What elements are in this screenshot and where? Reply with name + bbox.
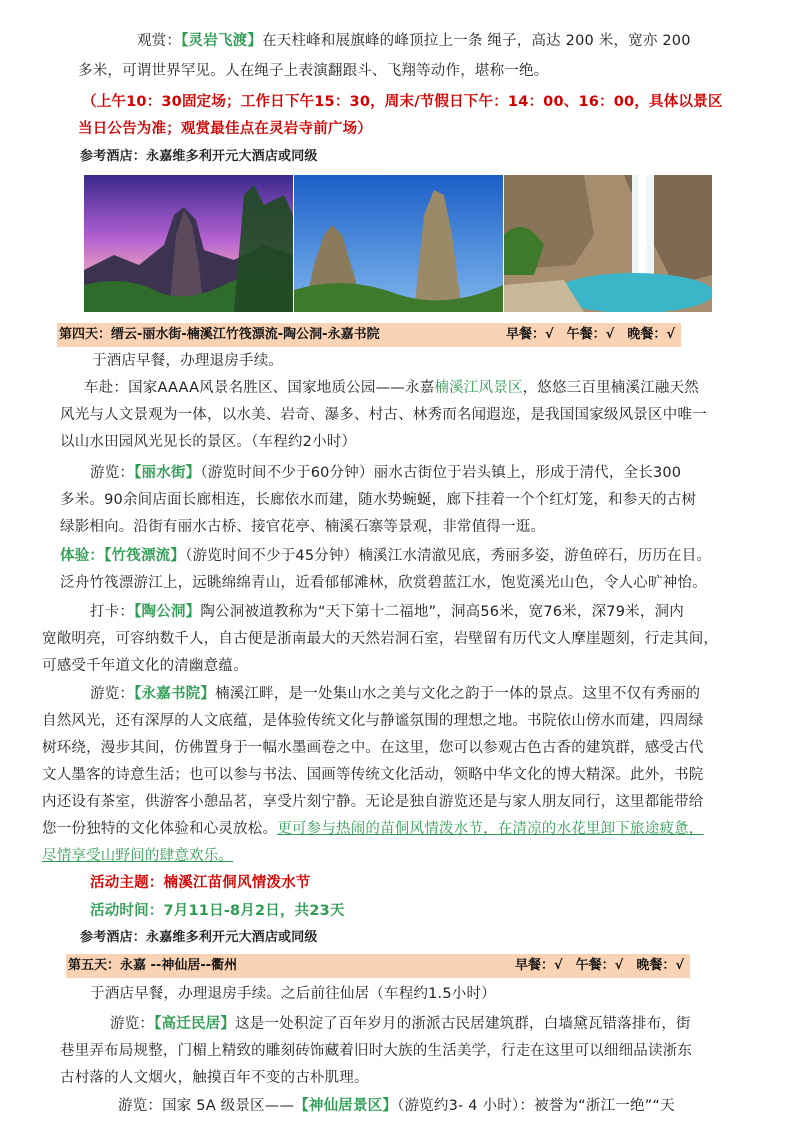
photo-peak-sunset — [84, 175, 293, 312]
spot-yongjia-academy: 【永嘉书院】 — [134, 686, 216, 702]
day5-title: 第五天：永嘉 --神仙居--衢州 — [68, 958, 238, 973]
paragraph-line: 内还设有茶室，供游客小憩品茗，享受片刻宁静。无论是独自游览还是与家人朋友同行，这里都能带给 — [42, 794, 704, 810]
spot-gaoqian-houses: 【高迁民居】 — [154, 1016, 236, 1032]
paragraph-line: 宽敞明亮，可容纳数千人，自古便是浙南最大的天然岩洞石室，岩壁留有历代文人摩崖题刻，行走其间， — [42, 631, 719, 647]
photo-rock-peaks — [294, 175, 503, 312]
paragraph-line: 风光与人文景观为一体，以水美、岩奇、瀑多、村古、林秀而名闻遐迩，是我国国家级风景区中唯一 — [60, 407, 707, 423]
paragraph-line: 树环绕，漫步其间，仿佛置身于一幅水墨画卷之中。在这里，您可以参观古色古香的建筑群，感受古代 — [42, 740, 704, 756]
paragraph-line: 多米。90余间店面长廊相连，长廊依水而建，随水势蜿蜒，廊下挂着一个个红灯笼，和参天的古树 — [60, 492, 697, 508]
day5-paragraph-shenxianju: 游览：国家 5A 级景区——【神仙居景区】（游览约3- 4 小时）：被誉为“浙江一绝”“天 — [118, 1098, 675, 1114]
spot-nanxi-river: 楠溪江风景区 — [434, 380, 523, 396]
day4-title: 第四天：缙云-丽水街-楠溪江竹筏漂流-陶公洞-永嘉书院 — [59, 327, 380, 342]
day4-paragraph-rafting: 体验：【竹筏漂流】（游览时间不少于45分钟）楠溪江水清澈见底，秀丽多姿，游鱼碎石，历历在目。 — [60, 548, 712, 564]
day5-checkout: 于酒店早餐，办理退房手续。之后前往仙居（车程约1.5小时） — [90, 986, 496, 1002]
schedule-note: （上午10：30固定场；工作日下午15：30，周末/节假日下午：14：00、16：00，具体以景区 — [82, 94, 723, 110]
day4-header — [57, 323, 681, 347]
water-festival-link-cont[interactable]: 尽情享受山野间的肆意欢乐。 — [42, 848, 234, 864]
paragraph-line: 巷里弄布局规整，门楣上精致的雕刻砖饰藏着旧时大族的生活美学，行走在这里可以细细品读浙东 — [60, 1043, 693, 1059]
water-festival-link[interactable]: 更可参与热闹的苗侗风情泼水节，在清凉的水花里卸下旅途疲惫， — [277, 821, 704, 837]
activity-theme: 活动主题：楠溪江苗侗风情泼水节 — [90, 875, 311, 891]
paragraph-line: 可感受千年道文化的清幽意蕴。 — [42, 658, 248, 674]
spot-bamboo-rafting: 【竹筏漂流】 — [104, 548, 186, 564]
spot-shenxianju: 【神仙居景区】 — [294, 1098, 398, 1114]
paragraph-lingyan: 观赏：【灵岩飞渡】在天柱峰和展旗峰的峰顶拉上一条 绳子，高达 200 米，宽亦 200 — [137, 33, 691, 49]
photo-waterfall — [504, 175, 712, 312]
spot-lingyan-feidu: 【灵岩飞渡】 — [181, 33, 263, 49]
label-guanshang: 观赏： — [137, 33, 182, 49]
day5-header — [66, 954, 690, 978]
paragraph-line: 泛舟竹筏漂游江上，远眺绵绵青山，近看郁郁滩林，欣赏碧蓝江水，饱览溪光山色，令人心旷神怡。 — [60, 575, 707, 591]
activity-time: 活动时间：7月11日-8月2日，共23天 — [90, 903, 345, 919]
paragraph-line: 古村落的人文烟火，触摸百年不变的古朴肌理。 — [60, 1070, 369, 1086]
spot-taogong-cave: 【陶公洞】 — [134, 604, 201, 620]
spot-lishui-street: 【丽水街】 — [134, 465, 201, 481]
day5-meals: 早餐：√ 午餐：√ 晚餐：√ — [514, 958, 684, 973]
day5-paragraph-gaoqian: 游览：【高迁民居】这是一处积淀了百年岁月的浙派古民居建筑群，白墙黛瓦错落排布，街 — [110, 1016, 691, 1032]
day4-paragraph-academy: 游览：【永嘉书院】楠溪江畔，是一处集山水之美与文化之韵于一体的景点。这里不仅有秀丽的 — [90, 686, 701, 702]
paragraph-line: 文人墨客的诗意生活；也可以参与书法、国画等传统文化活动，领略中华文化的博大精深。此外，书院 — [42, 767, 704, 783]
paragraph-line: 多米，可谓世界罕见。人在绳子上表演翻跟斗、飞翔等动作，堪称一绝。 — [78, 63, 549, 79]
paragraph-line: 绿影相向。沿街有丽水古桥、接官花亭、楠溪石寨等景观，非常值得一逛。 — [60, 519, 546, 535]
day4-paragraph-nanxi: 车赴：国家AAAA风景名胜区、国家地质公园——永嘉楠溪江风景区，悠悠三百里楠溪江融天然 — [84, 380, 699, 396]
day4-checkout: 于酒店早餐，办理退房手续。 — [92, 353, 284, 369]
hotel-ref-2: 参考酒店：永嘉维多利开元大酒店或同级 — [80, 930, 318, 945]
paragraph-line: 您一份独特的文化体验和心灵放松。更可参与热闹的苗侗风情泼水节，在清凉的水花里卸下旅途疲惫， — [42, 821, 704, 837]
paragraph-line: 自然风光，还有深厚的人文底蕴，是体验传统文化与静谧氛围的理想之地。书院依山傍水而建，四周绿 — [42, 713, 704, 729]
paragraph-line — [42, 843, 233, 869]
day4-paragraph-lishui: 游览：【丽水街】（游览时间不少于60分钟）丽水古街位于岩头镇上，形成于清代，全长300 — [90, 465, 682, 481]
day4-meals: 早餐：√ 午餐：√ 晚餐：√ — [505, 327, 675, 342]
schedule-note-cont: 当日公告为准；观赏最佳点在灵岩寺前广场） — [78, 121, 372, 137]
hotel-ref-1: 参考酒店：永嘉维多利开元大酒店或同级 — [80, 149, 318, 164]
day4-paragraph-taogong: 打卡：【陶公洞】陶公洞被道教称为“天下第十二福地”，洞高56米，宽76米，深79米，洞内 — [90, 604, 684, 620]
paragraph-line: 以山水田园风光见长的景区。（车程约2小时） — [60, 434, 357, 450]
